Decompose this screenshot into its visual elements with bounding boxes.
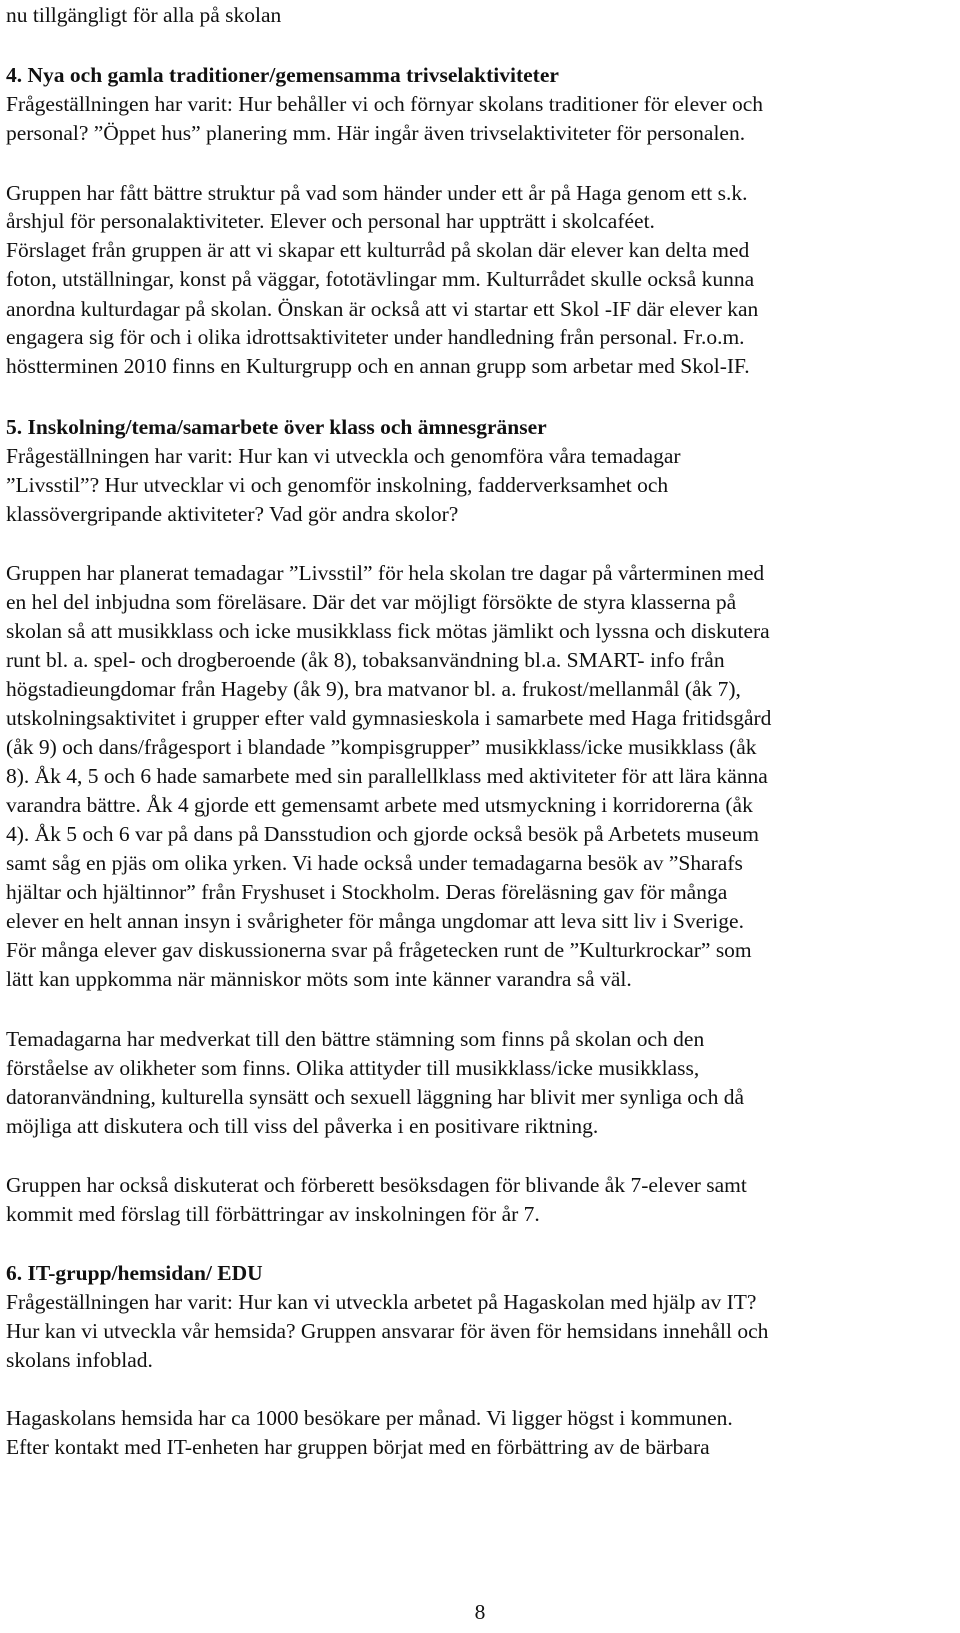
text-line: Frågeställningen har varit: Hur kan vi utveckla och genomföra våra temadagar [6, 444, 681, 468]
text-line: samt såg en pjäs om olika yrken. Vi hade också under temadagarna besök av ”Sharafs [6, 851, 743, 875]
text-line: Temadagarna har medverkat till den bättre stämning som finns på skolan och den [6, 1027, 705, 1051]
text-line: förståelse av olikheter som finns. Olika attityder till musikklass/icke musikklass, [6, 1056, 700, 1080]
section-heading-6: 6. IT-grupp/hemsidan/ EDU [6, 1261, 263, 1285]
text-line: Frågeställningen har varit: Hur behåller vi och förnyar skolans traditioner för elever och [6, 92, 764, 116]
text-line: årshjul för personalaktiviteter. Elever och personal har uppträtt i skolcaféet. [6, 209, 655, 233]
text-line: Efter kontakt med IT-enheten har gruppen börjat med en förbättring av de bärbara [6, 1435, 710, 1459]
text-line: skolans infoblad. [6, 1348, 153, 1372]
text-line: utskolningsaktivitet i grupper efter vald gymnasieskola i samarbete med Haga fritidsgård [6, 706, 772, 730]
text-line: möjliga att diskutera och till viss del påverka i en positivare riktning. [6, 1114, 599, 1138]
text-line: datoranvändning, kulturella synsätt och sexuell läggning har blivit mer synliga och då [6, 1085, 744, 1109]
text-line: engagera sig för och i olika idrottsaktiviteter under handledning från personal. Fr.o.m. [6, 325, 745, 349]
text-line: Gruppen har planerat temadagar ”Livsstil” för hela skolan tre dagar på vårterminen med [6, 561, 765, 585]
text-line: Hur kan vi utveckla vår hemsida? Gruppen ansvarar för även för hemsidans innehåll och [6, 1319, 769, 1343]
page-number: 8 [474, 1600, 486, 1624]
text-line: För många elever gav diskussionerna svar på frågetecken runt de ”Kulturkrockar” som [6, 938, 752, 962]
text-line: Hagaskolans hemsida har ca 1000 besökare per månad. Vi ligger högst i kommunen. [6, 1406, 733, 1430]
text-line: Frågeställningen har varit: Hur kan vi utveckla arbetet på Hagaskolan med hjälp av IT? [6, 1290, 757, 1314]
text-line: klassövergripande aktiviteter? Vad gör andra skolor? [6, 502, 459, 526]
text-line: 4). Åk 5 och 6 var på dans på Dansstudion och gjorde också besök på Arbetets museum [6, 822, 759, 846]
text-line: hjältar och hjältinnor” från Fryshuset i Stockholm. Deras föreläsning gav för många [6, 880, 728, 904]
section-heading-4: 4. Nya och gamla traditioner/gemensamma trivselaktiviteter [6, 63, 559, 87]
text-line: en hel del inbjudna som föreläsare. Där det var möjligt försökte de styra klasserna på [6, 590, 737, 614]
text-line: Förslaget från gruppen är att vi skapar ett kulturråd på skolan där elever kan delta med [6, 238, 750, 262]
text-line: anordna kulturdagar på skolan. Önskan är också att vi startar ett Skol -IF där elever kan [6, 297, 759, 321]
text-line: kommit med förslag till förbättringar av inskolningen för år 7. [6, 1202, 540, 1226]
section-heading-5: 5. Inskolning/tema/samarbete över klass och ämnesgränser [6, 415, 547, 439]
text-line: högstadieungdomar från Hageby (åk 9), bra matvanor bl. a. frukost/mellanmål (åk 7), [6, 677, 741, 701]
text-line: skolan så att musikklass och icke musikklass fick mötas jämlikt och lyssna och diskutera [6, 619, 770, 643]
text-line: (åk 9) och dans/frågesport i blandade ”kompisgrupper” musikklass/icke musikklass (åk [6, 735, 757, 759]
text-line: varandra bättre. Åk 4 gjorde ett gemensamt arbete med utsmyckning i korridorerna (åk [6, 793, 753, 817]
text-line: ”Livsstil”? Hur utvecklar vi och genomför inskolning, fadderverksamhet och [6, 473, 669, 497]
text-line: höstterminen 2010 finns en Kulturgrupp och en annan grupp som arbetar med Skol-IF. [6, 354, 750, 378]
text-line: Gruppen har fått bättre struktur på vad som händer under ett år på Haga genom ett s.k. [6, 181, 748, 205]
text-line: foton, utställningar, konst på väggar, fototävlingar mm. Kulturrådet skulle också kunna [6, 267, 755, 291]
text-line: nu tillgängligt för alla på skolan [6, 3, 282, 27]
text-line: 8). Åk 4, 5 och 6 hade samarbete med sin parallellklass med aktiviteter för att lära känna [6, 764, 768, 788]
text-line: lätt kan uppkomma när människor möts som inte känner varandra så väl. [6, 967, 632, 991]
text-line: runt bl. a. spel- och drogberoende (åk 8), tobaksanvändning bl.a. SMART- info från [6, 648, 725, 672]
text-line: personal? ”Öppet hus” planering mm. Här ingår även trivselaktiviteter för personalen. [6, 121, 746, 145]
text-line: Gruppen har också diskuterat och förberett besöksdagen för blivande åk 7-elever samt [6, 1173, 747, 1197]
text-line: elever en helt annan insyn i svårigheter för många ungdomar att leva sitt liv i Sverige. [6, 909, 744, 933]
